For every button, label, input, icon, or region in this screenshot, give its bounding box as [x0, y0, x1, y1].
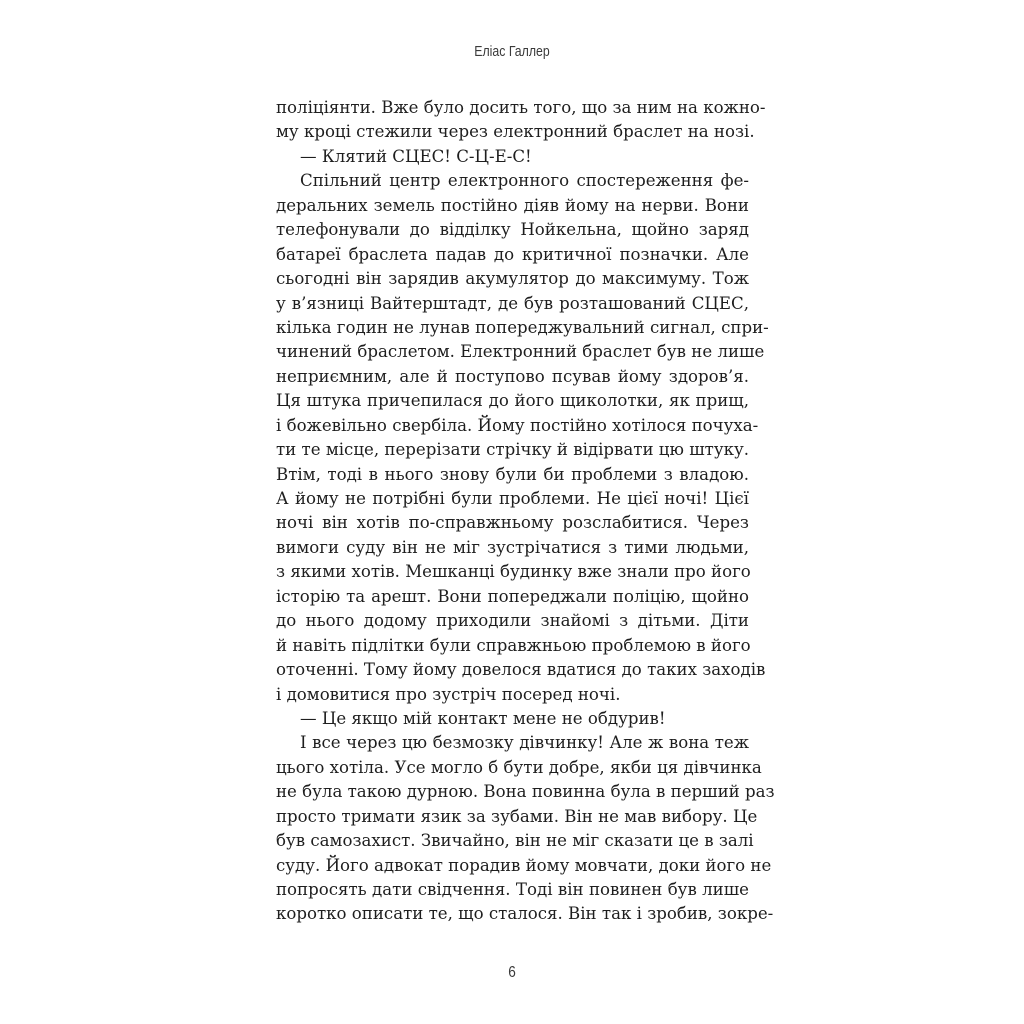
text-line: і божевільно свербіла. Йому постійно хотілося почуха-: [276, 415, 759, 435]
text-line: і домовитися про зустріч посеред ночі.: [276, 684, 621, 704]
text-line: — Це якщо мій контакт мене не обдурив!: [300, 708, 666, 728]
body-text: [276, 96, 775, 927]
text-line: з якими хотів. Мешканці будинку вже знали про його: [276, 562, 751, 582]
text-line: І все через цю безмозку дівчинку! Але ж вона теж: [300, 733, 749, 753]
text-line: телефонували до відділку Нойкельна, щойно заряд: [276, 220, 749, 240]
text-line: сьогодні він зарядив акумулятор до максимуму. Тож: [276, 269, 749, 289]
text-line: цього хотіла. Усе могло б бути добре, якби ця дівчинка: [276, 757, 762, 777]
running-head-author: Еліас Галлер: [474, 43, 550, 60]
text-line: оточенні. Тому йому довелося вдатися до таких заходів: [276, 660, 766, 680]
text-line: неприємним, але й поступово псував йому здоров’я.: [276, 366, 749, 386]
text-line: історію та арешт. Вони попереджали поліцію, щойно: [276, 586, 749, 606]
text-line: був самозахист. Звичайно, він не міг сказати це в залі: [276, 831, 754, 851]
text-line: у в’язниці Вайтерштадт, де був розташований СЦЕС,: [276, 293, 749, 313]
text-line: до нього додому приходили знайомі з дітьми. Діти: [276, 611, 749, 631]
page-number: 6: [508, 964, 516, 981]
text-line: поліціянти. Вже було досить того, що за ним на кожно-: [276, 98, 766, 117]
text-line: деральних земель постійно діяв йому на нерви. Вони: [276, 195, 749, 215]
text-line: кілька годин не лунав попереджувальний сигнал, спри-: [276, 317, 769, 337]
text-line: — Клятий СЦЕС! С-Ц-Е-С!: [300, 146, 532, 166]
text-line: ти те місце, перерізати стрічку й відірвати цю штуку.: [276, 440, 749, 460]
text-line: попросять дати свідчення. Тоді він повинен був лише: [276, 880, 749, 899]
text-line: Втім, тоді в нього знову були би проблеми з владою.: [276, 464, 749, 484]
text-line: Спільний центр електронного спостереження фе-: [300, 171, 749, 191]
text-line: Ця штука причепилася до його щиколотки, як прищ,: [276, 391, 749, 411]
text-line: просто тримати язик за зубами. Він не мав вибору. Це: [276, 806, 758, 826]
text-line: й навіть підлітки були справжньою проблемою в його: [276, 635, 751, 655]
text-line: чинений браслетом. Електронний браслет був не лише: [276, 342, 765, 362]
text-line: вимоги суду він не міг зустрічатися з тими людьми,: [276, 537, 749, 557]
text-line: не була такою дурною. Вона повинна була в перший раз: [276, 782, 775, 802]
text-line: ночі він хотів по-справжньому розслабитися. Через: [276, 513, 749, 533]
text-line: коротко описати те, що сталося. Він так і зробив, зокре-: [276, 904, 774, 924]
text-line: батареї браслета падав до критичної позначки. Але: [276, 244, 749, 264]
text-line: А йому не потрібні були проблеми. Не цієї ночі! Цієї: [276, 489, 749, 508]
text-line: му кроці стежили через електронний браслет на нозі.: [276, 122, 755, 142]
text-line: суду. Його адвокат порадив йому мовчати, доки його не: [276, 855, 772, 875]
